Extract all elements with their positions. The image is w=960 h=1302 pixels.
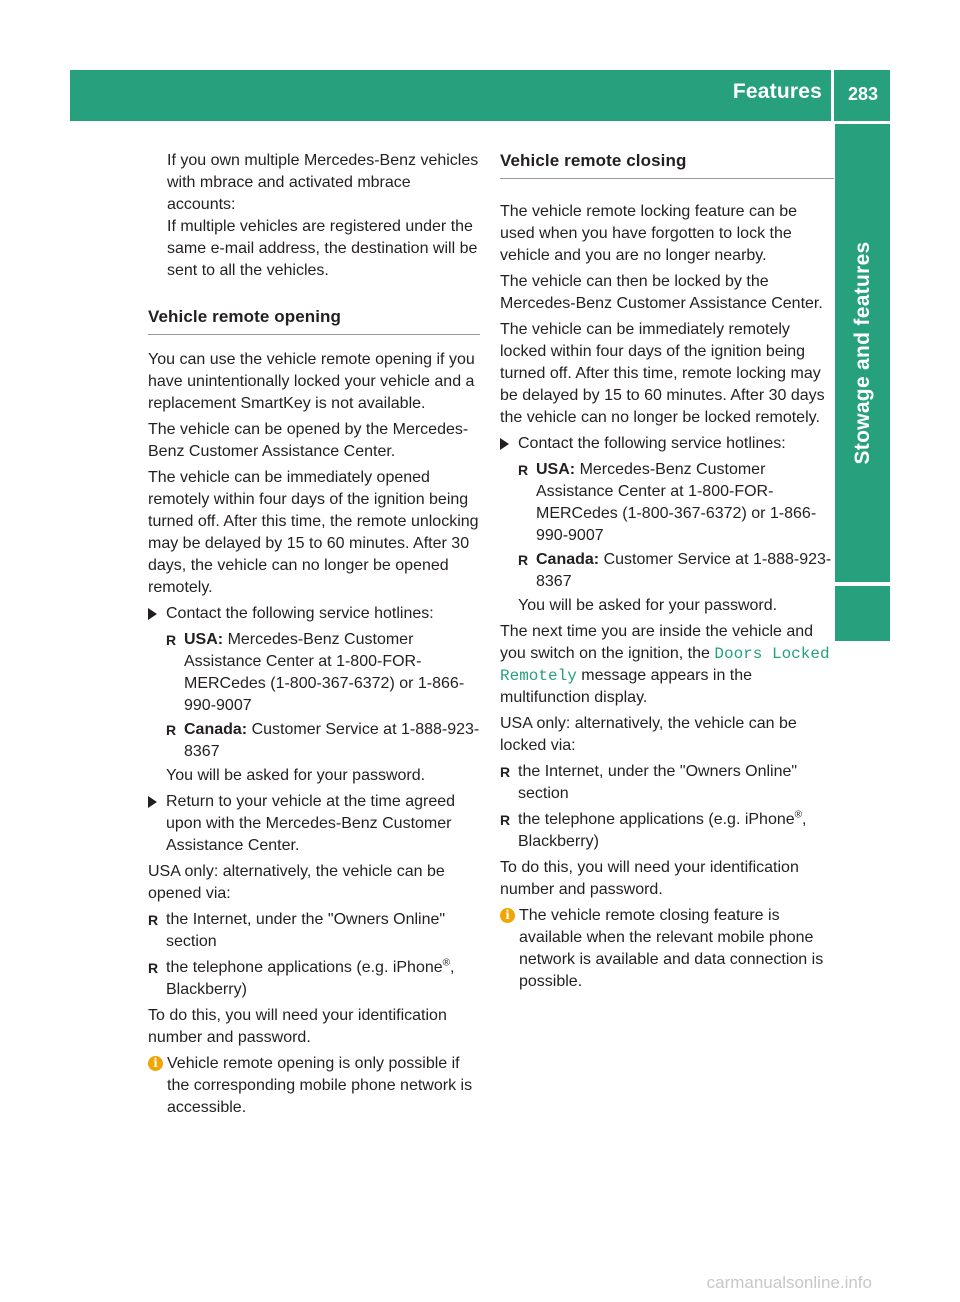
hotline-text: Customer Service at 1-888-923-8367 (536, 551, 832, 590)
info-note (500, 905, 834, 993)
section-title: Features (732, 80, 822, 103)
right-column (500, 150, 834, 993)
list-text: the telephone applications (e.g. iPhone (166, 959, 443, 976)
hotline-text: Customer Service at 1-888-923-8367 (184, 721, 480, 760)
hotline-label: USA: (536, 461, 576, 478)
hotline-label: Canada: (184, 721, 248, 738)
side-tab-label: Stowage and features (850, 241, 874, 465)
bullet-icon: R (166, 632, 177, 648)
paragraph-text: message appears in the multifunction display. (500, 667, 753, 706)
registered-mark: ® (794, 809, 803, 821)
heading-remote-closing: Vehicle remote closing (500, 150, 834, 179)
bullet-icon: R (518, 552, 529, 568)
action-step (148, 791, 480, 857)
hotline-text: Mercedes-Benz Customer Assistance Center at 1-800-FOR-MERCedes (1-800-367-6372) or 1-866-990-9007 (184, 631, 465, 714)
action-text: Return to your vehicle at the time agreed upon with the Mercedes-Benz Customer Assistance Center. (166, 793, 456, 854)
heading-remote-opening: Vehicle remote opening (148, 306, 480, 335)
footer-watermark: carmanualsonline.info (706, 1273, 872, 1292)
info-icon: i (500, 908, 515, 923)
paragraph (500, 621, 834, 709)
side-tab-marker (835, 586, 890, 641)
bullet-icon: R (148, 912, 159, 928)
left-column (148, 150, 480, 1119)
bullet-icon: R (166, 722, 177, 738)
hotline-list (148, 629, 480, 763)
intro-paragraph: If multiple vehicles are registered under the same e-mail address, the destination will be sent to all the vehicles. (167, 218, 478, 279)
paragraph: To do this, you will need your identification number and password. (500, 859, 799, 898)
hotline-label: USA: (184, 631, 224, 648)
list-item (166, 719, 480, 763)
info-text: The vehicle remote closing feature is available when the relevant mobile phone network is available and data connection is possible. (519, 907, 824, 990)
info-text: Vehicle remote opening is only possible if the corresponding mobile phone network is accessible. (167, 1055, 473, 1116)
arrow-icon (148, 608, 157, 620)
list-text: the telephone applications (e.g. iPhone (518, 811, 795, 828)
action-step (148, 603, 480, 625)
list-item (166, 629, 480, 717)
paragraph: The vehicle can be immediately opened remotely within four days of the ignition being turned off. After this time, the remote unlocking may be delayed by 15 to 60 minutes. After 30 days, the vehicle can no longer be opened remotely. (148, 469, 479, 596)
list-item (148, 909, 480, 953)
paragraph: You can use the vehicle remote opening if you have unintentionally locked your vehicle and a replacement SmartKey is not available. (148, 351, 475, 412)
paragraph: The vehicle can be immediately remotely locked within four days of the ignition being turned off. After this time, remote locking may be delayed by 15 to 60 minutes. After 30 days the vehicle can no longer be locked remotely. (500, 321, 825, 426)
list-item (518, 549, 834, 593)
list-item (500, 761, 834, 805)
hotline-list (500, 459, 834, 593)
bullet-icon: R (500, 812, 511, 828)
password-note: You will be asked for your password. (518, 597, 778, 614)
paragraph-text: The next time you are inside the vehicle and you switch on the ignition, the (500, 623, 814, 662)
paragraph: The vehicle can be opened by the Mercedes-Benz Customer Assistance Center. (148, 421, 469, 460)
side-tab (835, 124, 890, 582)
list-item (148, 957, 480, 1001)
info-icon: i (148, 1056, 163, 1071)
registered-mark: ® (442, 957, 451, 969)
bullet-icon: R (148, 960, 159, 976)
paragraph: The vehicle can then be locked by the Mercedes-Benz Customer Assistance Center. (500, 273, 823, 312)
paragraph: USA only: alternatively, the vehicle can be opened via: (148, 863, 445, 902)
action-step (500, 433, 834, 455)
display-message: Doors Locked Remotely (500, 645, 830, 685)
intro-paragraph: If you own multiple Mercedes-Benz vehicles with mbrace and activated mbrace accounts: (167, 152, 479, 213)
action-text: Contact the following service hotlines: (166, 605, 434, 622)
bullet-icon: R (500, 764, 511, 780)
list-text: the Internet, under the "Owners Online" section (518, 763, 798, 802)
list-item (518, 459, 834, 547)
page-number: 283 (847, 84, 879, 104)
paragraph: To do this, you will need your identification number and password. (148, 1007, 447, 1046)
intro-block (148, 150, 480, 282)
list-text: , Blackberry) (166, 959, 455, 998)
action-text: Contact the following service hotlines: (518, 435, 786, 452)
header-divider (831, 70, 834, 121)
hotline-label: Canada: (536, 551, 600, 568)
list-text: , Blackberry) (518, 811, 807, 850)
bullet-icon: R (518, 462, 529, 478)
paragraph: USA only: alternatively, the vehicle can be locked via: (500, 715, 797, 754)
paragraph: The vehicle remote locking feature can be used when you have forgotten to lock the vehicle and you are no longer nearby. (500, 203, 798, 264)
hotline-text: Mercedes-Benz Customer Assistance Center at 1-800-FOR-MERCedes (1-800-367-6372) or 1-866-990-9007 (536, 461, 817, 544)
list-text: the Internet, under the "Owners Online" section (166, 911, 446, 950)
arrow-icon (148, 796, 157, 808)
info-note (148, 1053, 480, 1119)
list-item (500, 809, 834, 853)
password-note: You will be asked for your password. (166, 767, 426, 784)
arrow-icon (500, 438, 509, 450)
